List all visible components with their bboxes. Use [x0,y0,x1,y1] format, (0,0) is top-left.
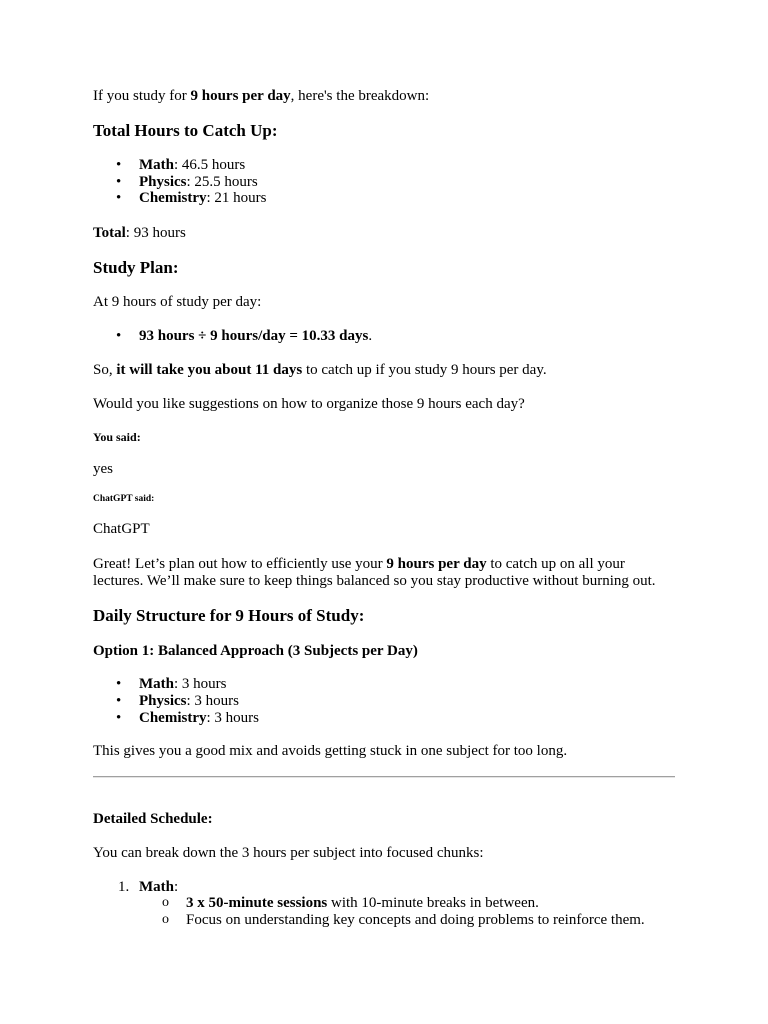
schedule-colon: : [174,879,179,895]
subject-hours: : 46.5 hours [174,157,246,173]
great-paragraph [93,556,675,590]
list-item [116,157,246,174]
conclusion-text: So, [93,362,117,378]
bullet-icon: • [116,174,122,190]
you-said-label: You said: [93,430,141,444]
subject-hours: : 3 hours [174,676,227,692]
horizontal-divider [93,776,675,778]
bullet-icon: • [116,710,122,726]
at-nine-paragraph: At 9 hours of study per day: [93,294,262,310]
subject-name: Physics [139,174,187,190]
list-item [116,190,267,207]
mix-note-paragraph: This gives you a good mix and avoids getting stuck in one subject for too long. [93,743,568,759]
conclusion-text-end: to catch up if you study 9 hours per day. [302,362,547,378]
bullet-icon: • [116,328,122,344]
subject-name: Chemistry [139,190,207,206]
calculation-end: . [368,328,373,344]
breakdown-intro-paragraph: You can break down the 3 hours per subject into focused chunks: [93,845,484,861]
daily-structure-heading: Daily Structure for 9 Hours of Study: [93,606,365,625]
circle-bullet-icon: o [162,912,169,927]
bullet-icon: • [116,157,122,173]
sub-item-text: with 10-minute breaks in between. [327,895,539,911]
list-item [116,328,373,345]
list-item [116,693,240,710]
chatgpt-name: ChatGPT [93,521,150,537]
list-number: 1. [118,879,130,895]
bullet-icon: • [116,693,122,709]
total-hours-heading: Total Hours to Catch Up: [93,121,278,140]
great-text-end: to catch up on all your lectures. We’ll make sure to keep things balanced so you stay productive without burning out. [93,556,656,589]
list-item [116,174,258,191]
total-value: : 93 hours [125,225,186,241]
subject-hours: : 3 hours [186,693,240,709]
intro-text: If you study for [93,88,191,104]
calculation-bold: 93 hours ÷ 9 hours/day = 10.33 days [139,328,369,344]
subject-hours: : 3 hours [206,710,259,726]
subject-hours: : 21 hours [206,190,267,206]
subject-name: Physics [139,693,187,709]
intro-paragraph [93,88,429,105]
list-item [116,710,259,727]
subject-name: Chemistry [139,710,207,726]
circle-bullet-icon: o [162,895,169,910]
chatgpt-said-label: ChatGPT said: [93,494,155,504]
subject-name: Math [139,676,174,692]
intro-bold: 9 hours per day [190,88,291,104]
total-line [93,225,186,242]
total-label: Total [93,225,126,241]
user-reply: yes [93,461,113,477]
bullet-icon: • [116,676,122,692]
sub-item-bold: 3 x 50-minute sessions [186,895,328,911]
list-item [116,676,227,693]
sub-item-text: Focus on understanding key concepts and doing problems to reinforce them. [186,912,645,928]
subject-name: Math [139,157,174,173]
great-bold: 9 hours per day [386,556,487,572]
bullet-icon: • [116,190,122,206]
conclusion-paragraph [93,362,547,379]
subject-hours: : 25.5 hours [186,174,258,190]
option1-heading: Option 1: Balanced Approach (3 Subjects per Day) [93,643,418,659]
great-text: Great! Let’s plan out how to efficiently use your [93,556,387,572]
sub-list-item [162,895,539,912]
study-plan-heading: Study Plan: [93,258,179,277]
schedule-subject: Math [139,879,174,895]
intro-text-end: , here's the breakdown: [290,88,430,104]
detailed-schedule-heading: Detailed Schedule: [93,811,213,827]
ordered-list-item [118,879,179,896]
question-paragraph: Would you like suggestions on how to organize those 9 hours each day? [93,396,525,412]
conclusion-bold: it will take you about 11 days [116,362,303,378]
sub-list-item [162,912,645,929]
